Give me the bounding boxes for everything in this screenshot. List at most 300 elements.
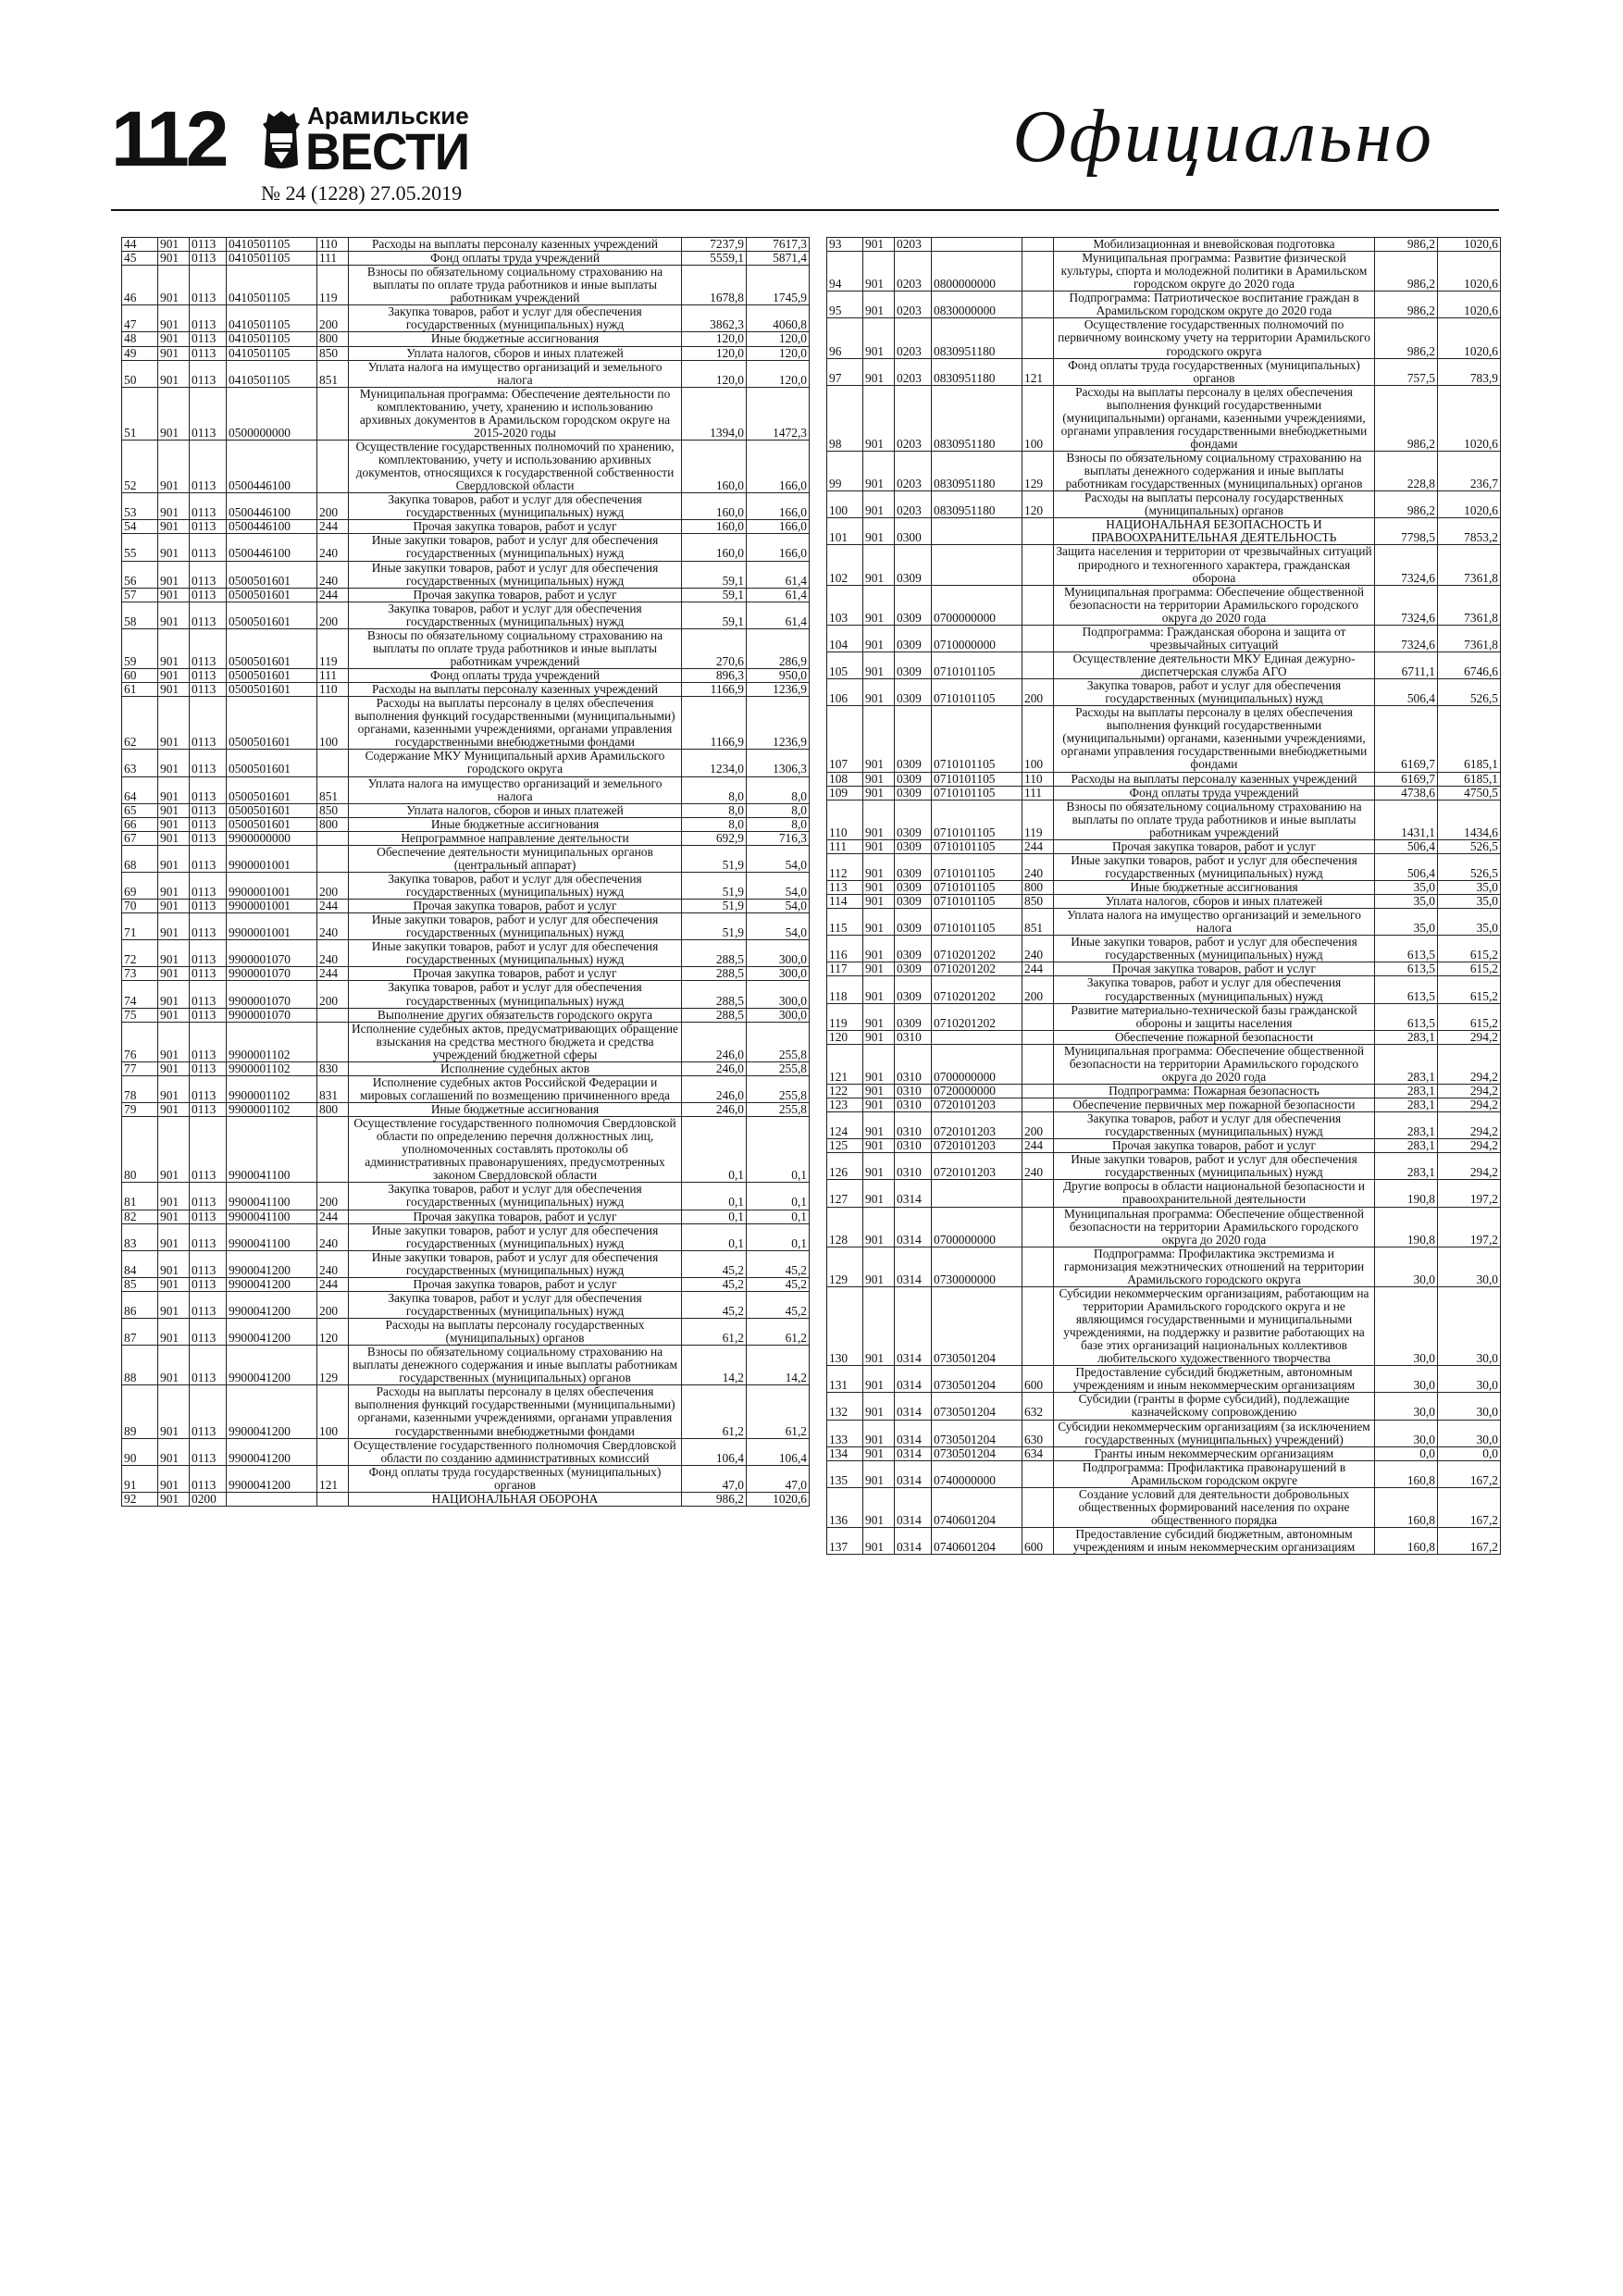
gr-code: 901 — [863, 895, 895, 909]
gr-code: 901 — [158, 913, 190, 940]
value-2020: 283,1 — [1375, 1139, 1438, 1153]
table-row — [827, 625, 1501, 652]
section-code: 0309 — [895, 1003, 932, 1030]
table-row — [827, 800, 1501, 839]
target-code: 0500000000 — [227, 387, 317, 440]
target-code: 0740000000 — [932, 1460, 1022, 1487]
item-name: Расходы на выплаты персоналу в целях обеспечения выполнения функций государственными (муниципальными) органами, казенными учреждениями, органами управления государственными внебюджетными фондами — [1054, 706, 1375, 772]
target-code: 9900041100 — [227, 1183, 317, 1210]
row-number: 135 — [827, 1460, 863, 1487]
item-name: Исполнение судебных актов Российской Федерации и мировых соглашений по возмещению причиненного вреда — [349, 1075, 682, 1102]
value-2020: 3862,3 — [682, 305, 747, 332]
section-code: 0309 — [895, 706, 932, 772]
section-code: 0309 — [895, 881, 932, 895]
table-row — [827, 1112, 1501, 1139]
table-row — [122, 900, 810, 913]
table-row — [827, 1207, 1501, 1247]
value-2020: 190,8 — [1375, 1180, 1438, 1207]
value-2020: 986,2 — [1375, 385, 1438, 451]
item-name: Осуществление государственных полномочий по хранению, комплектованию, учету и использованию архивных документов, относящихся к государственной собственности Свердловской области — [349, 440, 682, 492]
page-header — [111, 93, 1499, 222]
value-2021: 1236,9 — [747, 683, 810, 697]
gr-code: 901 — [863, 772, 895, 786]
value-2021: 30,0 — [1438, 1420, 1501, 1446]
target-code: 0720101203 — [932, 1139, 1022, 1153]
expense-type: 851 — [1022, 909, 1054, 936]
section-code: 0310 — [895, 1153, 932, 1180]
value-2021: 526,5 — [1438, 853, 1501, 880]
expense-type — [317, 1492, 349, 1506]
target-code: 9900001070 — [227, 981, 317, 1008]
item-name: Выполнение других обязательств городского округа — [349, 1008, 682, 1022]
expense-type: 244 — [1022, 839, 1054, 853]
target-code: 0500446100 — [227, 440, 317, 492]
expense-type — [1022, 252, 1054, 292]
target-code: 0710101105 — [932, 895, 1022, 909]
item-name: Муниципальная программа: Обеспечение общественной безопасности на территории Арамильского городского округа до 2020 года — [1054, 585, 1375, 625]
expense-type: 100 — [317, 1385, 349, 1438]
section-code: 0314 — [895, 1460, 932, 1487]
section-title: Официально — [1012, 96, 1434, 178]
item-name: Уплата налогов, сборов и иных платежей — [1054, 895, 1375, 909]
table-row — [122, 1183, 810, 1210]
table-row — [827, 318, 1501, 358]
expense-type: 119 — [1022, 800, 1054, 839]
gr-code: 901 — [863, 1460, 895, 1487]
value-2021: 14,2 — [747, 1346, 810, 1385]
coat-of-arms-icon — [261, 109, 302, 170]
item-name: Подпрограмма: Пожарная безопасность — [1054, 1084, 1375, 1098]
value-2021: 0,0 — [1438, 1446, 1501, 1460]
table-row — [122, 561, 810, 588]
gr-code: 901 — [158, 1465, 190, 1492]
gr-code: 901 — [158, 305, 190, 332]
item-name: Осуществление государственного полномочия Свердловской области по определению перечня должностных лиц, уполномоченных составлять протоколы об административных правонарушениях, предусмотренных законом Свердловской области — [349, 1117, 682, 1183]
target-code: 9900001070 — [227, 967, 317, 981]
item-name: Иные закупки товаров, работ и услуг для обеспечения государственных (муниципальных) нужд — [349, 1250, 682, 1277]
table-row — [827, 252, 1501, 292]
table-row — [827, 853, 1501, 880]
section-code: 0113 — [190, 1223, 227, 1250]
expense-type: 240 — [317, 940, 349, 967]
target-code: 0500501601 — [227, 561, 317, 588]
gr-code: 901 — [158, 588, 190, 602]
page-number: 112 — [111, 95, 226, 182]
value-2021: 716,3 — [747, 831, 810, 845]
gr-code: 901 — [863, 936, 895, 962]
value-2021: 950,0 — [747, 669, 810, 683]
expense-type: 129 — [1022, 452, 1054, 491]
value-2020: 6169,7 — [1375, 706, 1438, 772]
value-2020: 986,2 — [1375, 491, 1438, 518]
table-row — [122, 1277, 810, 1291]
section-code: 0113 — [190, 346, 227, 360]
gr-code: 901 — [158, 1319, 190, 1346]
expense-type: 200 — [317, 602, 349, 628]
value-2020: 0,1 — [682, 1210, 747, 1223]
gr-code: 901 — [863, 318, 895, 358]
gr-code: 901 — [158, 683, 190, 697]
table-row — [122, 803, 810, 817]
target-code: 0700000000 — [932, 585, 1022, 625]
value-2021: 197,2 — [1438, 1180, 1501, 1207]
gr-code: 901 — [158, 803, 190, 817]
section-code: 0309 — [895, 652, 932, 678]
expense-type — [317, 845, 349, 872]
gr-code: 901 — [158, 1008, 190, 1022]
expense-type: 850 — [317, 346, 349, 360]
row-number: 95 — [827, 292, 863, 318]
section-code: 0113 — [190, 669, 227, 683]
target-code — [932, 1180, 1022, 1207]
expense-type: 240 — [1022, 936, 1054, 962]
row-number: 100 — [827, 491, 863, 518]
target-code: 0710101105 — [932, 786, 1022, 800]
value-2020: 61,2 — [682, 1385, 747, 1438]
value-2020: 14,2 — [682, 1346, 747, 1385]
item-name: Содержание МКУ Муниципальный архив Арамильского городского округа — [349, 750, 682, 776]
row-number: 60 — [122, 669, 158, 683]
table-row — [827, 1247, 1501, 1286]
value-2021: 61,2 — [747, 1385, 810, 1438]
value-2021: 1306,3 — [747, 750, 810, 776]
target-code: 0410501105 — [227, 332, 317, 346]
value-2021: 61,4 — [747, 602, 810, 628]
row-number: 74 — [122, 981, 158, 1008]
expense-type — [317, 387, 349, 440]
table-row — [122, 697, 810, 750]
target-code: 0730000000 — [932, 1247, 1022, 1286]
target-code: 9900001001 — [227, 845, 317, 872]
expense-type: 850 — [317, 803, 349, 817]
section-code: 0113 — [190, 1277, 227, 1291]
value-2020: 6169,7 — [1375, 772, 1438, 786]
target-code: 0710201202 — [932, 976, 1022, 1003]
gr-code: 901 — [158, 440, 190, 492]
table-row — [122, 1061, 810, 1075]
section-code: 0113 — [190, 534, 227, 561]
row-number: 69 — [122, 872, 158, 899]
row-number: 83 — [122, 1223, 158, 1250]
value-2021: 4060,8 — [747, 305, 810, 332]
table-row — [122, 252, 810, 266]
value-2020: 986,2 — [682, 1492, 747, 1506]
expense-type: 121 — [317, 1465, 349, 1492]
target-code: 9900041100 — [227, 1210, 317, 1223]
table-row — [827, 1030, 1501, 1044]
gr-code: 901 — [158, 1117, 190, 1183]
value-2021: 294,2 — [1438, 1139, 1501, 1153]
gr-code: 901 — [158, 332, 190, 346]
gr-code: 901 — [863, 625, 895, 652]
value-2020: 51,9 — [682, 872, 747, 899]
value-2020: 246,0 — [682, 1022, 747, 1061]
row-number: 131 — [827, 1366, 863, 1393]
gr-code: 901 — [158, 1061, 190, 1075]
item-name: Прочая закупка товаров, работ и услуг — [349, 588, 682, 602]
item-name: Подпрограмма: Патриотическое воспитание граждан в Арамильском городском округе до 2020 года — [1054, 292, 1375, 318]
expense-type: 244 — [317, 1277, 349, 1291]
expense-type: 120 — [317, 1319, 349, 1346]
target-code: 0830000000 — [932, 292, 1022, 318]
row-number: 62 — [122, 697, 158, 750]
value-2021: 106,4 — [747, 1438, 810, 1465]
value-2021: 615,2 — [1438, 976, 1501, 1003]
table-row — [122, 1075, 810, 1102]
item-name: Уплата налога на имущество организаций и земельного налога — [349, 360, 682, 387]
section-code: 0309 — [895, 786, 932, 800]
gr-code: 901 — [158, 750, 190, 776]
item-name: Обеспечение пожарной безопасности — [1054, 1030, 1375, 1044]
section-code: 0314 — [895, 1247, 932, 1286]
target-code: 9900041200 — [227, 1277, 317, 1291]
expense-type: 200 — [317, 981, 349, 1008]
gr-code: 901 — [158, 967, 190, 981]
value-2020: 288,5 — [682, 940, 747, 967]
gr-code: 901 — [158, 1492, 190, 1506]
gr-code: 901 — [158, 697, 190, 750]
section-code: 0113 — [190, 981, 227, 1008]
target-code: 0740601204 — [932, 1528, 1022, 1555]
target-code: 0710101105 — [932, 909, 1022, 936]
row-number: 111 — [827, 839, 863, 853]
expense-type — [317, 1438, 349, 1465]
section-code: 0309 — [895, 909, 932, 936]
value-2021: 1472,3 — [747, 387, 810, 440]
value-2021: 0,1 — [747, 1210, 810, 1223]
value-2021: 6185,1 — [1438, 706, 1501, 772]
expense-type: 850 — [1022, 895, 1054, 909]
item-name: Прочая закупка товаров, работ и услуг — [349, 1210, 682, 1223]
table-row — [827, 1180, 1501, 1207]
expense-type: 634 — [1022, 1446, 1054, 1460]
value-2020: 30,0 — [1375, 1247, 1438, 1286]
value-2021: 615,2 — [1438, 936, 1501, 962]
expense-type: 120 — [1022, 491, 1054, 518]
table-row — [827, 1487, 1501, 1527]
value-2020: 6711,1 — [1375, 652, 1438, 678]
section-code: 0113 — [190, 588, 227, 602]
row-number: 76 — [122, 1022, 158, 1061]
item-name: Расходы на выплаты персоналу казенных учреждений — [349, 683, 682, 697]
section-code: 0113 — [190, 1346, 227, 1385]
row-number: 65 — [122, 803, 158, 817]
row-number: 104 — [827, 625, 863, 652]
gr-code: 901 — [863, 238, 895, 252]
gr-code: 901 — [158, 1183, 190, 1210]
value-2021: 45,2 — [747, 1277, 810, 1291]
section-code: 0113 — [190, 913, 227, 940]
table-row — [827, 786, 1501, 800]
item-name: Осуществление государственного полномочия Свердловской области по созданию административных комиссий — [349, 1438, 682, 1465]
row-number: 72 — [122, 940, 158, 967]
expense-type — [317, 440, 349, 492]
item-name: Фонд оплаты труда государственных (муниципальных) органов — [349, 1465, 682, 1492]
item-name: Защита населения и территории от чрезвычайных ситуаций природного и техногенного характера, гражданская оборона — [1054, 545, 1375, 585]
gr-code: 901 — [158, 238, 190, 252]
gr-code: 901 — [863, 909, 895, 936]
row-number: 84 — [122, 1250, 158, 1277]
target-code: 9900001102 — [227, 1061, 317, 1075]
gr-code: 901 — [158, 1438, 190, 1465]
row-number: 66 — [122, 817, 158, 831]
section-code: 0314 — [895, 1420, 932, 1446]
table-row — [122, 1346, 810, 1385]
target-code — [932, 1030, 1022, 1044]
gr-code: 901 — [863, 706, 895, 772]
value-2021: 0,1 — [747, 1117, 810, 1183]
item-name: Прочая закупка товаров, работ и услуг — [1054, 1139, 1375, 1153]
value-2021: 54,0 — [747, 900, 810, 913]
gr-code: 901 — [863, 652, 895, 678]
target-code: 9900001070 — [227, 940, 317, 967]
expense-type: 111 — [1022, 786, 1054, 800]
target-code: 0500501601 — [227, 683, 317, 697]
table-row — [122, 628, 810, 668]
target-code: 9900041200 — [227, 1346, 317, 1385]
row-number: 126 — [827, 1153, 863, 1180]
value-2020: 506,4 — [1375, 853, 1438, 880]
section-code: 0113 — [190, 940, 227, 967]
value-2021: 45,2 — [747, 1291, 810, 1318]
section-code: 0309 — [895, 936, 932, 962]
value-2020: 613,5 — [1375, 936, 1438, 962]
value-2021: 35,0 — [1438, 895, 1501, 909]
item-name: Муниципальная программа: Развитие физической культуры, спорта и молодежной политики в Арамильском городском округе до 2020 года — [1054, 252, 1375, 292]
value-2020: 283,1 — [1375, 1098, 1438, 1112]
target-code: 0710101105 — [932, 706, 1022, 772]
section-code: 0314 — [895, 1393, 932, 1420]
target-code: 0500446100 — [227, 493, 317, 520]
item-name: Другие вопросы в области национальной безопасности и правоохранительной деятельности — [1054, 1180, 1375, 1207]
expense-type: 200 — [317, 1183, 349, 1210]
section-code: 0314 — [895, 1528, 932, 1555]
expense-type — [1022, 585, 1054, 625]
value-2020: 47,0 — [682, 1465, 747, 1492]
table-row — [827, 881, 1501, 895]
value-2020: 896,3 — [682, 669, 747, 683]
gr-code: 901 — [863, 962, 895, 976]
item-name: Уплата налога на имущество организаций и земельного налога — [349, 776, 682, 803]
value-2020: 7798,5 — [1375, 518, 1438, 545]
target-code: 0410501105 — [227, 346, 317, 360]
row-number: 93 — [827, 238, 863, 252]
row-number: 91 — [122, 1465, 158, 1492]
table-row — [122, 493, 810, 520]
gr-code: 901 — [158, 534, 190, 561]
table-row — [122, 1438, 810, 1465]
value-2020: 986,2 — [1375, 292, 1438, 318]
row-number: 117 — [827, 962, 863, 976]
value-2020: 246,0 — [682, 1061, 747, 1075]
table-row — [827, 358, 1501, 385]
row-number: 70 — [122, 900, 158, 913]
value-2021: 8,0 — [747, 776, 810, 803]
value-2020: 61,2 — [682, 1319, 747, 1346]
value-2021: 236,7 — [1438, 452, 1501, 491]
item-name: Закупка товаров, работ и услуг для обеспечения государственных (муниципальных) нужд — [1054, 1112, 1375, 1139]
value-2020: 51,9 — [682, 913, 747, 940]
target-code: 9900041200 — [227, 1465, 317, 1492]
section-code: 0113 — [190, 305, 227, 332]
row-number: 97 — [827, 358, 863, 385]
gr-code: 901 — [863, 853, 895, 880]
value-2021: 30,0 — [1438, 1366, 1501, 1393]
value-2020: 8,0 — [682, 776, 747, 803]
value-2021: 294,2 — [1438, 1153, 1501, 1180]
row-number: 129 — [827, 1247, 863, 1286]
table-row — [122, 1117, 810, 1183]
target-code: 0500501601 — [227, 776, 317, 803]
value-2021: 166,0 — [747, 493, 810, 520]
value-2020: 288,5 — [682, 981, 747, 1008]
gr-code: 901 — [863, 1003, 895, 1030]
row-number: 59 — [122, 628, 158, 668]
item-name: Подпрограмма: Профилактика правонарушений в Арамильском городском округе — [1054, 1460, 1375, 1487]
value-2021: 166,0 — [747, 520, 810, 534]
row-number: 49 — [122, 346, 158, 360]
gr-code: 901 — [863, 1180, 895, 1207]
table-row — [122, 845, 810, 872]
row-number: 108 — [827, 772, 863, 786]
table-row — [122, 1250, 810, 1277]
expense-type: 244 — [1022, 1139, 1054, 1153]
value-2021: 30,0 — [1438, 1247, 1501, 1286]
value-2020: 160,0 — [682, 520, 747, 534]
table-row — [122, 1022, 810, 1061]
item-name: Прочая закупка товаров, работ и услуг — [1054, 839, 1375, 853]
row-number: 85 — [122, 1277, 158, 1291]
gr-code: 901 — [863, 1112, 895, 1139]
table-row — [122, 588, 810, 602]
item-name: Создание условий для деятельности добровольных общественных формирований населения по охране общественного порядка — [1054, 1487, 1375, 1527]
gr-code: 901 — [863, 1487, 895, 1527]
expense-type: 800 — [317, 332, 349, 346]
item-name: Фонд оплаты труда государственных (муниципальных) органов — [1054, 358, 1375, 385]
value-2021: 167,2 — [1438, 1487, 1501, 1527]
row-number: 57 — [122, 588, 158, 602]
target-code: 0800000000 — [932, 252, 1022, 292]
section-code: 0309 — [895, 800, 932, 839]
gr-code: 901 — [863, 358, 895, 385]
table-row — [122, 387, 810, 440]
section-code: 0113 — [190, 872, 227, 899]
item-name: Иные закупки товаров, работ и услуг для обеспечения государственных (муниципальных) нужд — [1054, 1153, 1375, 1180]
table-row — [827, 585, 1501, 625]
expense-type: 244 — [317, 520, 349, 534]
value-2021: 294,2 — [1438, 1112, 1501, 1139]
item-name: Муниципальная программа: Обеспечение деятельности по комплектованию, учету, хранению и использованию архивных документов в Арамильском городском округе на 2015-2020 годы — [349, 387, 682, 440]
table-row — [827, 936, 1501, 962]
gr-code: 901 — [158, 845, 190, 872]
row-number: 119 — [827, 1003, 863, 1030]
row-number: 120 — [827, 1030, 863, 1044]
value-2021: 166,0 — [747, 534, 810, 561]
section-code: 0113 — [190, 561, 227, 588]
row-number: 58 — [122, 602, 158, 628]
value-2020: 35,0 — [1375, 881, 1438, 895]
value-2020: 0,1 — [682, 1223, 747, 1250]
value-2021: 7361,8 — [1438, 585, 1501, 625]
target-code: 0730501204 — [932, 1420, 1022, 1446]
table-row — [122, 776, 810, 803]
row-number: 89 — [122, 1385, 158, 1438]
target-code: 0500501601 — [227, 803, 317, 817]
section-code: 0113 — [190, 831, 227, 845]
value-2020: 190,8 — [1375, 1207, 1438, 1247]
item-name: Прочая закупка товаров, работ и услуг — [349, 900, 682, 913]
row-number: 52 — [122, 440, 158, 492]
